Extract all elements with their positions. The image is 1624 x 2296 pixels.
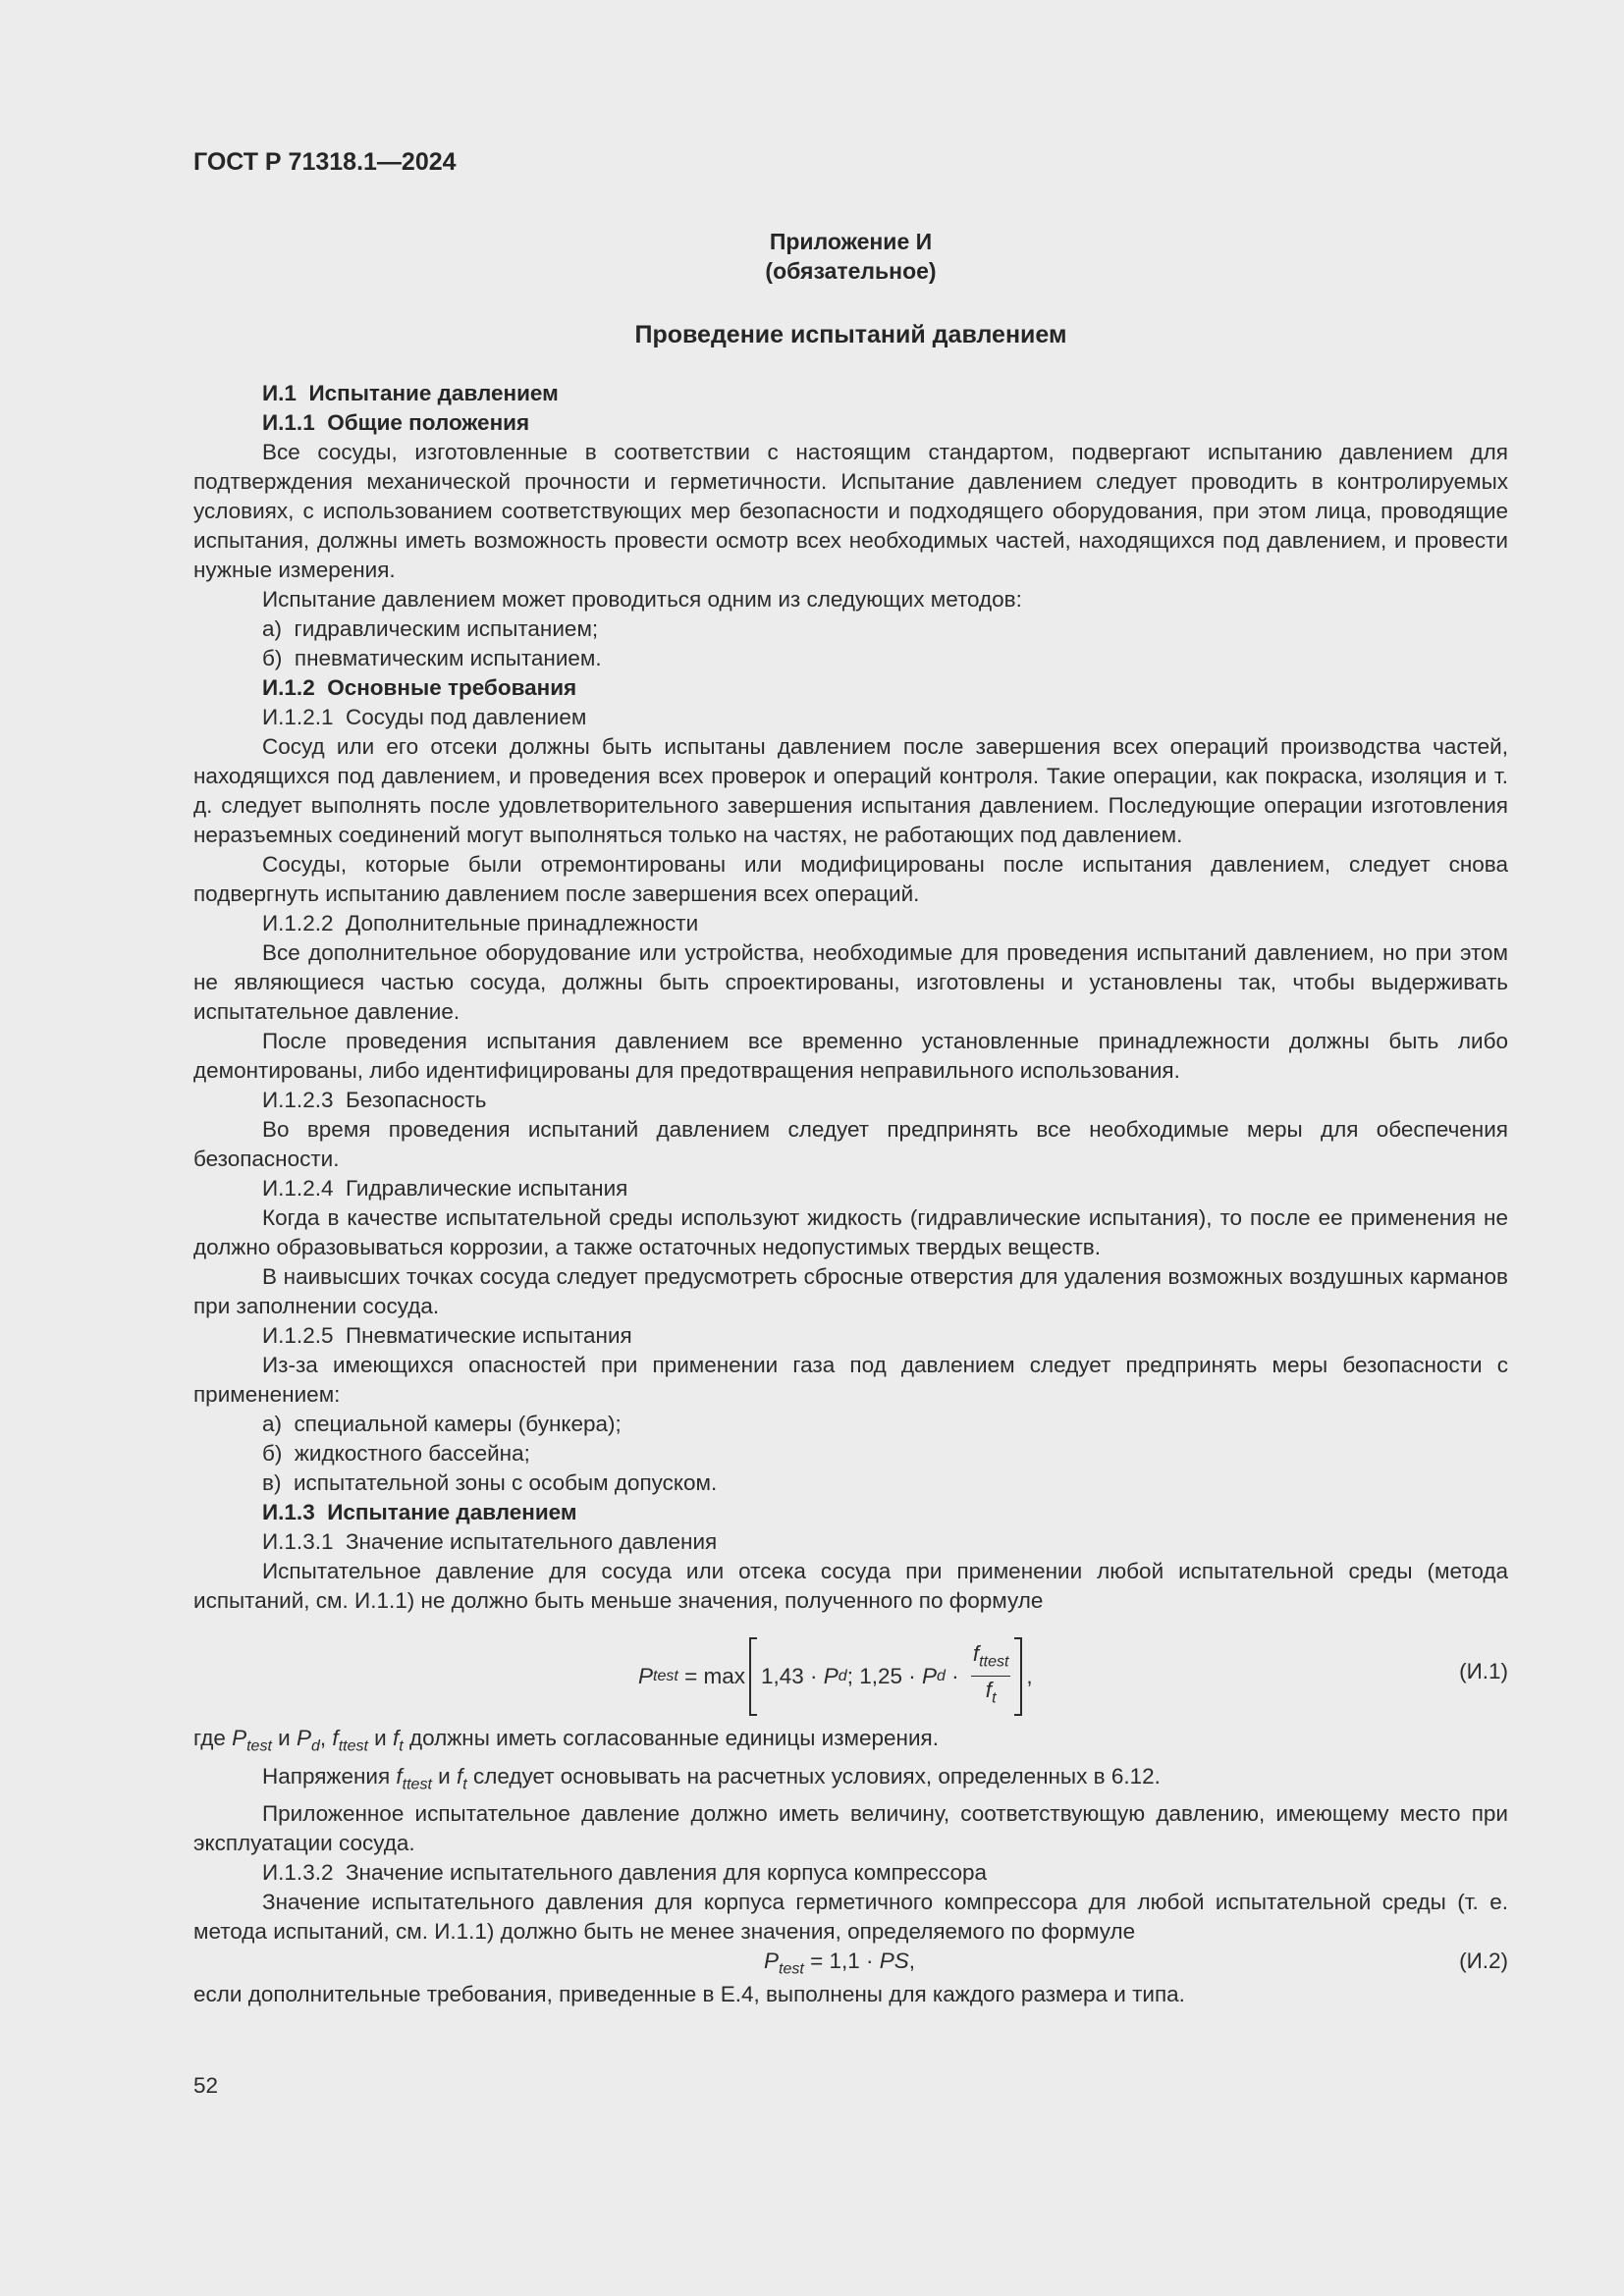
formula-bracket	[749, 1637, 1022, 1716]
formula-subscript: d	[838, 1668, 847, 1684]
paragraph	[193, 1762, 1508, 1800]
list-item: а) специальной камеры (бункера);	[262, 1412, 622, 1436]
formula-symbol: f	[456, 1763, 463, 1789]
paragraph: Испытание давлением может проводиться одним из следующих методов:	[262, 587, 1022, 612]
formula-subscript: ttest	[979, 1653, 1009, 1671]
text-run: следует основывать на расчетных условиях, определенных в 6.12.	[466, 1763, 1161, 1789]
formula-subscript: d	[937, 1668, 946, 1684]
fraction-numerator	[971, 1641, 1011, 1677]
paragraph: если дополнительные требования, приведенные в Е.4, выполнены для каждого размера и типа.	[193, 1982, 1185, 2006]
document-body	[193, 379, 1508, 2009]
paragraph: После проведения испытания давлением все временно установленные принадлежности должны быть либо демонтированы, либо идентифицированы для предотвращения неправильного использования.	[193, 1029, 1508, 1083]
list-item: б) жидкостного бассейна;	[262, 1441, 530, 1466]
formula-operator: ·	[945, 1664, 965, 1688]
formula-symbol: P	[638, 1664, 654, 1688]
page-number: 52	[193, 2073, 219, 2098]
paragraph: Сосуды, которые были отремонтированы или модифицированы после испытания давлением, следует снова подвергнуть испытанию давлением после завершения всех операций.	[193, 852, 1508, 906]
paragraph: Все сосуды, изготовленные в соответствии с настоящим стандартом, подвергают испытанию давлением для подтверждения механической прочности и герметичности. Испытание давлением следует проводить в контролируемых условиях, с использованием соответствующих мер безопасности и подходящего оборудования, при этом лица, проводящие испытания, должны иметь возможность провести осмотр всех необходимых частей, находящихся под давлением, и провести нужные измерения.	[193, 440, 1508, 582]
formula-symbol: f	[393, 1726, 400, 1750]
subsection-heading: И.1.2.5 Пневматические испытания	[262, 1323, 632, 1348]
formula-symbol: f	[985, 1677, 993, 1702]
formula-symbol: f	[396, 1763, 403, 1789]
formula-subscript: test	[779, 1960, 804, 1978]
text-run: и	[271, 1726, 297, 1750]
text-run: должны иметь согласованные единицы измерения.	[403, 1726, 939, 1750]
formula-symbol: P	[921, 1664, 937, 1688]
section-heading: И.1.2 Основные требования	[262, 675, 577, 700]
formula-subscript: test	[653, 1668, 678, 1684]
formula-symbol: f	[972, 1641, 980, 1666]
formula-subscript: test	[246, 1737, 272, 1755]
subsection-heading: И.1.3.1 Значение испытательного давления	[262, 1529, 718, 1554]
formula-term: ; 1,25 ·	[846, 1664, 922, 1688]
subsection-heading: И.1.2.3 Безопасность	[262, 1088, 487, 1112]
formula-punctuation: ,	[908, 1949, 916, 1973]
section-heading: И.1.1 Общие положения	[262, 410, 530, 435]
text-run: и	[431, 1763, 457, 1789]
paragraph: Значение испытательного давления для корпуса герметичного компрессора для любой испытательной среды (т. е. метода испытаний, см. И.1.1) должно быть не менее значения, определяемого по формуле	[193, 1890, 1508, 1944]
subsection-heading: И.1.2.2 Дополнительные принадлежности	[262, 911, 699, 935]
subsection-heading: И.1.3.2 Значение испытательного давления для корпуса компрессора	[262, 1860, 988, 1885]
text-run: и	[367, 1726, 393, 1750]
section-heading: И.1.3 Испытание давлением	[262, 1500, 577, 1524]
list-item: в) испытательной зоны с особым допуском.	[262, 1470, 718, 1495]
formula-fraction	[971, 1641, 1011, 1712]
formula-i2	[193, 1947, 1508, 1980]
formula-number: (И.2)	[1459, 1949, 1508, 1973]
formula-symbol: P	[232, 1726, 247, 1750]
formula-expression	[638, 1637, 1033, 1716]
formula-term: = 1,1 ·	[803, 1949, 880, 1973]
formula-symbol: P	[764, 1949, 780, 1973]
annex-heading: Проведение испытаний давлением	[634, 321, 1067, 348]
formula-operator: = max	[677, 1664, 745, 1688]
formula-explanation	[193, 1724, 1508, 1762]
document-header: ГОСТ Р 71318.1—2024	[193, 148, 457, 176]
list-item: б) пневматическим испытанием.	[262, 646, 602, 670]
paragraph: Сосуд или его отсеки должны быть испытаны давлением после завершения всех операций производства частей, находящихся под давлением, и проведения всех проверок и операций контроля. Такие операции, как покраска, изоляция и т. д. следует выполнять после удовлетворительного завершения испытания давлением. Последующие операции изготовления неразъемных соединений могут выполняться только на частях, не работающих под давлением.	[193, 734, 1508, 847]
formula-i1	[193, 1628, 1508, 1716]
paragraph: Из-за имеющихся опасностей при применении газа под давлением следует предпринять меры безопасности с применением:	[193, 1353, 1508, 1407]
formula-subscript: t	[992, 1689, 997, 1706]
paragraph: Испытательное давление для сосуда или отсека сосуда при применении любой испытательной среды (метода испытаний, см. И.1.1) не должно быть меньше значения, полученного по формуле	[193, 1559, 1508, 1613]
paragraph: Все дополнительное оборудование или устройства, необходимые для проведения испытаний давлением, но при этом не являющиеся частью сосуда, должны быть спроектированы, изготовлены и установлены так, чтобы выдерживать испытательное давление.	[193, 940, 1508, 1024]
text-run: где	[193, 1726, 233, 1750]
section-heading: И.1 Испытание давлением	[262, 381, 559, 405]
annex-title: Приложение И	[769, 229, 933, 254]
formula-symbol: P	[296, 1726, 311, 1750]
paragraph: Во время проведения испытаний давлением следует предпринять все необходимые меры для обеспечения безопасности.	[193, 1117, 1508, 1171]
formula-term: 1,43 ·	[760, 1664, 824, 1688]
formula-subscript: ttest	[338, 1737, 368, 1755]
subsection-heading: И.1.2.4 Гидравлические испытания	[262, 1176, 628, 1201]
formula-expression	[764, 1947, 915, 1985]
formula-punctuation: ,	[1026, 1664, 1033, 1688]
list-item: а) гидравлическим испытанием;	[262, 616, 599, 641]
formula-subscript: d	[311, 1737, 320, 1755]
paragraph: В наивысших точках сосуда следует предусмотреть сбросные отверстия для удаления возможных воздушных карманов при заполнении сосуда.	[193, 1264, 1508, 1318]
formula-symbol: f	[332, 1726, 339, 1750]
formula-subscript: t	[462, 1776, 467, 1792]
paragraph: Когда в качестве испытательной среды используют жидкость (гидравлические испытания), то после ее применения не должно образовываться коррозии, а также остаточных недопустимых твердых веществ.	[193, 1205, 1508, 1259]
text-run: ,	[319, 1726, 333, 1750]
subsection-heading: И.1.2.1 Сосуды под давлением	[262, 705, 587, 729]
text-run: Напряжения	[262, 1763, 397, 1789]
annex-kind: (обязательное)	[765, 258, 937, 284]
formula-symbol: PS	[879, 1949, 909, 1973]
formula-number: (И.1)	[1459, 1659, 1508, 1683]
formula-subscript: ttest	[402, 1776, 432, 1792]
paragraph: Приложенное испытательное давление должно иметь величину, соответствующую давлению, имеющему место при эксплуатации сосуда.	[193, 1801, 1508, 1855]
formula-subscript: t	[399, 1737, 404, 1755]
fraction-denominator	[986, 1677, 997, 1713]
formula-symbol: P	[823, 1664, 839, 1688]
